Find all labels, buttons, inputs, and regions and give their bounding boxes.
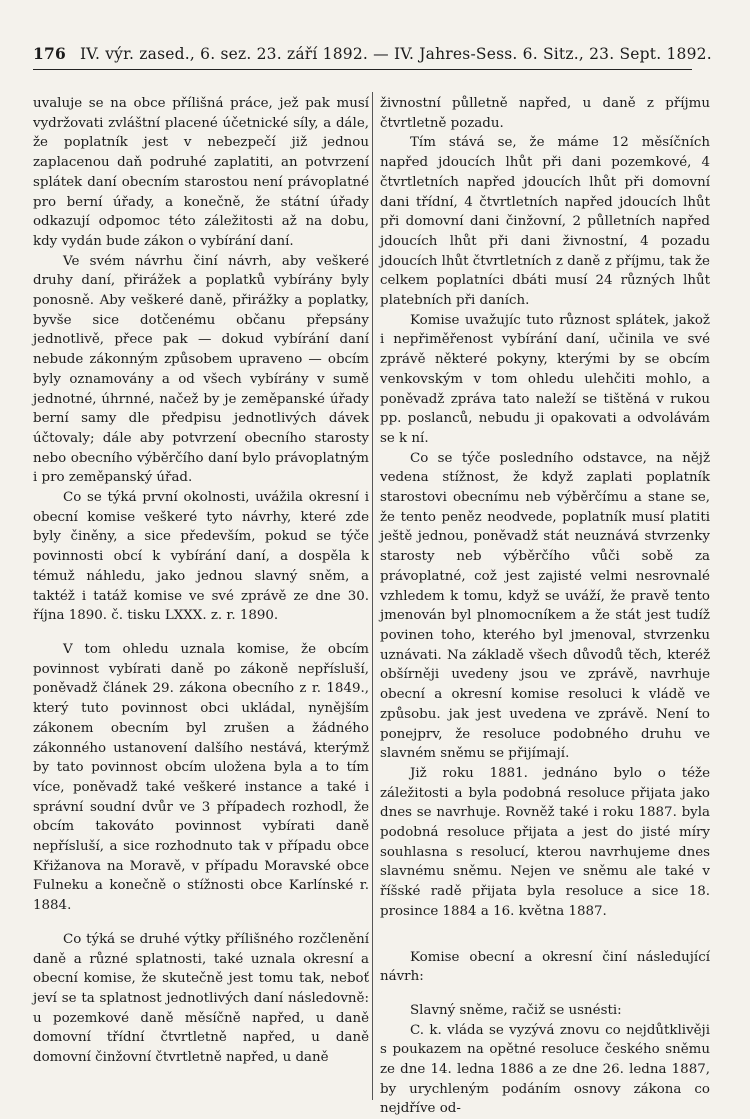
page-number: 176 bbox=[33, 44, 66, 63]
paragraph: uvaluje se na obce přílišná práce, jež pak musí vydržovati zvláštní placené účetnické síly, a dále, že poplatník jest v nebezpečí již jednou zaplacenou daň podruhé zaplatiti, an potvrzení splátek daní obecním starostou není právoplatné pro berní úřady, a konečně, že státní úřady odkazují odpomoc této záležitosti až na dobu, kdy vydán bude zákon o vybírání daní. bbox=[33, 96, 369, 249]
paragraph: C. k. vláda se vyzývá znovu co nejdůtklivěji s poukazem na opětné resoluce českého sněmu ze dne 14. ledna 1886 a ze dne 26. ledna 1887, by urychleným podáním osnovy zákona co nejdříve od- bbox=[380, 1022, 710, 1117]
paragraph: Již roku 1881. jednáno bylo o téže záležitosti a byla podobná resoluce přijata jako dnes se navrhuje. Rovněž také i roku 1887. byla podobná resoluce přijata a jest do jisté míry souhlasna s resolucí, kterou navrhujeme dnes slavnému sněmu. Nejen ve sněmu ale také v říšské radě přijata byla resoluce a sice 18. prosince 1884 a 16. května 1887. bbox=[380, 765, 710, 919]
paragraph: Komise obecní a okresní činí následující návrh: bbox=[380, 949, 710, 985]
column-divider bbox=[372, 92, 373, 1100]
paragraph: Ve svém návrhu činí návrh, aby veškeré druhy daní, přirážek a poplatků vybírány byly ponosně. Aby veškeré daně, přirážky a poplatky, byvše sice dotčenému občanu přepsány jednotlivě, přece pak — dokud vybírání daní nebude zákonným způsobem upraveno — obcím byly oznamovány a od všech vybírány v sumě jednotné, úhrnné, načež by je zeměpanské úřady berní samy dle předpisu jednotlivých dávek účtovaly; dále aby potvrzení obecního starosty nebo obecního výběrčího daní bylo právoplatným i pro zeměpanský úřad. bbox=[33, 253, 369, 486]
paragraph: Slavný sněme, račiž se usnésti: bbox=[410, 1002, 622, 1018]
paragraph: živnostní půlletně napřed, u daně z příjmu čtvrtletně pozadu. bbox=[380, 96, 710, 131]
paragraph: Co se týká první okolnosti, uvážila okresní i obecní komise veškeré tyto návrhy, které zde byly činěny, a sice především, pokud se týče povinnosti obcí k vybírání daní, a dospěla k témuž náhledu, jako jednou slavný sněm, a taktéž i tatáž komise ve své zprávě ze dne 30. října 1890. č. tisku LXXX. z. r. 1890. bbox=[33, 490, 369, 624]
paragraph: Co se týče posledního odstavce, na nějž vedena stížnost, že když zaplati poplatník starostovi obecnímu neb výběrčímu a stane se, že tento peněz neodvede, poplatník musí platiti ještě jednou, poněvadž stát neuznává stvrzenky starosty neb výběrčího vůči sobě za právoplatné, což jest zajisté velmi nesrovnalé vzhledem k tomu, když se uváží, že pravě tento jmenován byl plnomocníkem a že stát jest tudíž povinen toho, kterého byl jmenoval, stvrzenku uznávati. Na základě všech důvodů těch, kteréž obšírněji uvedeny jsou ve zprávě, navrhuje obecní a okresní komise resoluci k vládě ve způsobu. jak jest uvedena ve zprávě. Není to ponejprv, že resoluce podobného druhu ve slavném sněmu se přijímají. bbox=[380, 450, 710, 762]
left-column bbox=[33, 94, 369, 1068]
paragraph: Komise uvažujíc tuto různost splátek, jakož i nepřiměřenost vybírání daní, učinila ve své zprávě některé pokyny, kterými by se obcím venkovským v tom ohledu ulehčiti mohlo, a poněvadž zpráva tato naleží se tištěná v rukou pp. poslanců, nebudu ji opakovati a odvolávám se k ní. bbox=[380, 312, 710, 446]
paragraph: Co týká se druhé výtky přílišného rozčlenění daně a různé splatnosti, také uznala okresní a obecní komise, že skutečně jest tomu tak, neboť jeví se ta splatnost jednotlivých daní následovně: u pozemkové daně měsíčně napřed, u daně domovní třídní čtvrtletně napřed, u daně domovní činžovní čtvrtletně napřed, u daně bbox=[33, 931, 369, 1066]
right-column bbox=[380, 94, 710, 1119]
page-header bbox=[33, 44, 712, 70]
running-title: IV. výr. zased., 6. sez. 23. září 1892. — IV. Jahres-Sess. 6. Sitz., 23. Sept. 1892. bbox=[79, 45, 712, 63]
paragraph: V tom ohledu uznala komise, že obcím povinnost vybírati daně po zákoně nepřísluší, poněvadž článek 29. zákona obecního z r. 1849., který tuto povinnost obci ukládal, nynějším zákonem obecním byl zrušen a žádného zákonného ustanovení dalšího nestává, kterýmž by tato povinnost obcím uložena byla a to tím více, poněvadž také veškeré instance a také i správní soudní dvůr ve 3 případech rozhodl, že obcím takováto povinnost vybírati daně nepřísluší, a sice rozhodnuto tak v případu obce Křižanova na Moravě, v případu Moravské obce Fulneku a konečně o stížnosti obce Karlínské r. 1884. bbox=[33, 641, 369, 914]
paragraph: Tím stává se, že máme 12 měsíčních napřed jdoucích lhůt při dani pozemkové, 4 čtvrtletních napřed jdoucích lhůt při domovní dani třídní, 4 čtvrtletních napřed jdoucích lhůt při domovní dani činžovní, 2 půlletních napřed jdoucích lhůt při dani živnostní, 4 pozadu jdoucích lhůt čtvrtletních z daně z příjmu, tak že celkem poplatníci dbáti musí 24 různých lhůt platebních při daních. bbox=[380, 135, 710, 309]
